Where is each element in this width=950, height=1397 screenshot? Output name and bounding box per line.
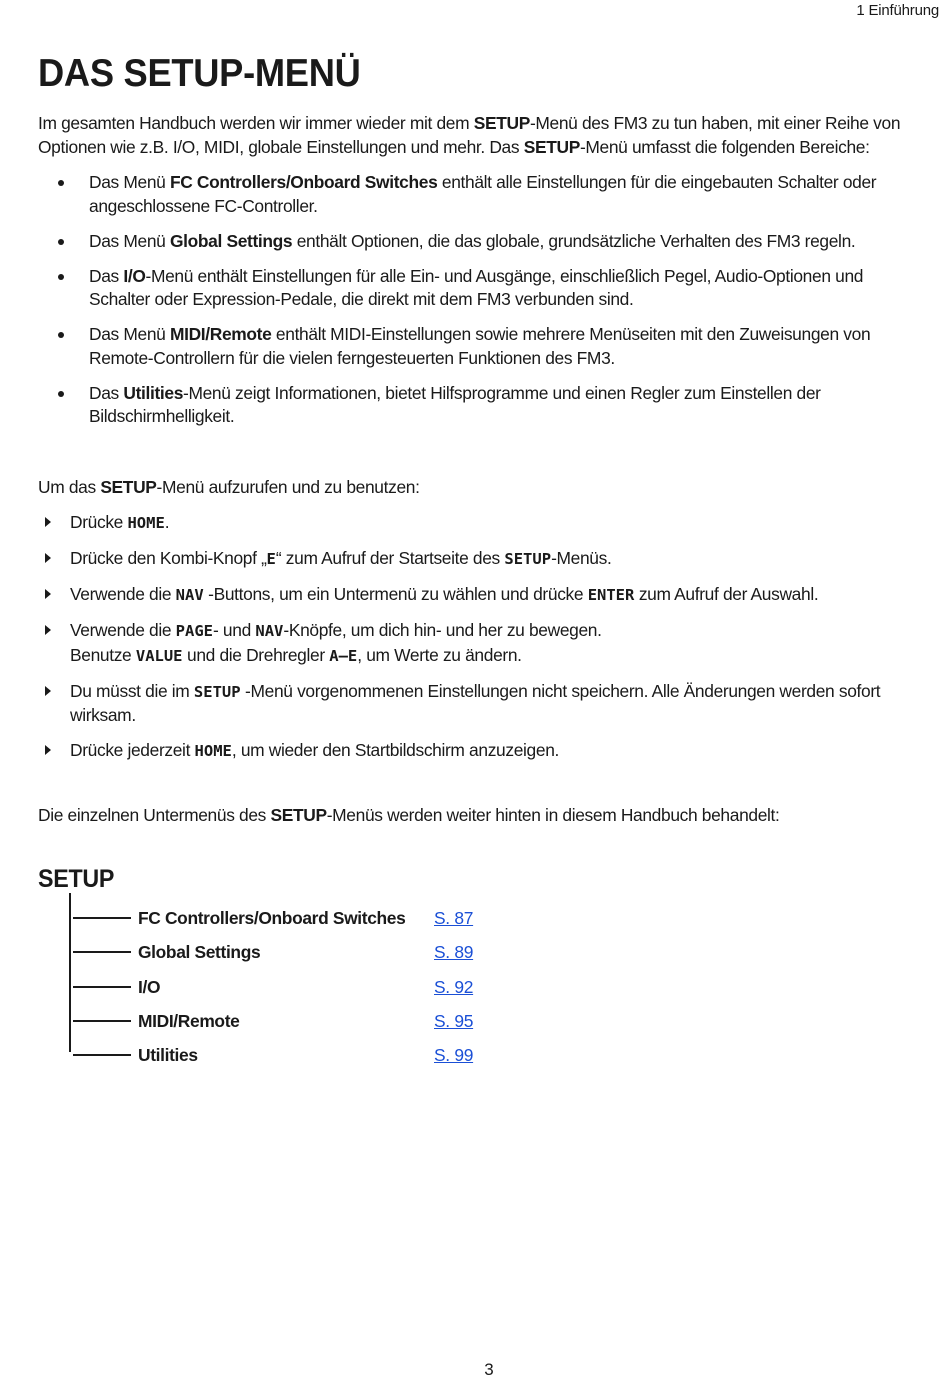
tree-item-label: I/O — [138, 977, 161, 997]
intro-keyword-setup-2: SETUP — [523, 136, 580, 157]
steps-list — [38, 511, 943, 775]
step-text: Verwende die — [70, 620, 176, 640]
button-keyword: SETUP — [504, 550, 552, 568]
outro-text: Die einzelnen Untermenüs des — [38, 805, 271, 825]
intro-text-1: Im gesamten Handbuch werden wir immer wieder mit dem — [38, 113, 474, 133]
bullet-text: -Menü zeigt Informationen, bietet Hilfsprogramme und einen Regler zum Einstellen der Bildschirmhelligkeit. — [89, 382, 821, 426]
tree-branch-line — [73, 951, 131, 953]
intro-text-3: -Menü umfasst die folgenden Bereiche: — [579, 136, 870, 157]
page-link[interactable]: S. 95 — [434, 1011, 474, 1031]
bullet-icon — [58, 391, 64, 397]
button-keyword: E — [266, 550, 276, 568]
button-keyword: HOME — [194, 742, 232, 760]
bullet-term: FC Controllers/Onboard Switches — [169, 172, 438, 192]
bullet-text: Das Menü — [89, 324, 170, 344]
triangle-right-icon — [45, 589, 51, 599]
triangle-right-icon — [45, 745, 51, 755]
bullet-text: enthält Optionen, die das globale, grundsätzliche Verhalten des FM3 regeln. — [292, 230, 856, 251]
bullet-term: Utilities — [123, 382, 184, 403]
step-text: -Menüs. — [551, 548, 612, 568]
tree-item — [71, 975, 491, 999]
list-item — [38, 230, 898, 254]
button-keyword: NAV — [255, 622, 284, 640]
outro-keyword: SETUP — [270, 805, 327, 825]
step-item — [38, 583, 943, 608]
tree-item-label: FC Controllers/Onboard Switches — [138, 908, 406, 928]
step-text: . — [164, 512, 170, 532]
bullet-term: I/O — [123, 265, 146, 286]
step-item — [38, 739, 943, 764]
button-keyword: VALUE — [135, 646, 183, 665]
step-line — [70, 619, 943, 644]
bullet-text: -Menü enthält Einstellungen für alle Ein- und Ausgänge, einschließlich Pegel, Audio-Optionen und Schalter oder Expression-Pedale, die direkt mit dem FM3 verbunden sind. — [89, 265, 864, 309]
triangle-right-icon — [45, 553, 51, 563]
bullet-icon — [58, 239, 64, 245]
bullet-text: enthält alle Einstellungen für die eingebauten Schalter oder angeschlossene FC-Controller. — [89, 172, 877, 216]
howto-text: -Menü aufzurufen und zu benutzen: — [156, 477, 420, 497]
step-item — [38, 547, 943, 572]
step-text: , um Werte zu ändern. — [357, 644, 522, 665]
step-item — [38, 680, 943, 728]
tree-item — [71, 906, 491, 930]
tree-item-label: Utilities — [138, 1045, 198, 1065]
bullet-term: MIDI/Remote — [169, 324, 272, 344]
step-text: -Knöpfe, um dich hin- und her zu bewegen. — [283, 620, 602, 640]
howto-keyword: SETUP — [100, 477, 157, 497]
bullet-text: Das — [89, 382, 124, 403]
step-text: Du müsst die im — [70, 680, 194, 701]
button-keyword: NAV — [175, 586, 204, 604]
intro-keyword-setup: SETUP — [473, 113, 530, 133]
list-item — [38, 382, 898, 429]
step-text: “ zum Aufruf der Startseite des — [275, 548, 505, 568]
page-number: 3 — [484, 1360, 494, 1379]
bullet-text: Das Menü — [89, 172, 170, 192]
bullet-icon — [58, 180, 64, 186]
page-link[interactable]: S. 92 — [434, 977, 474, 997]
tree-item — [71, 940, 491, 964]
step-text: , um wieder den Startbildschirm anzuzeigen. — [231, 740, 559, 760]
tree-item-label: MIDI/Remote — [138, 1011, 240, 1031]
bullet-icon — [58, 274, 64, 280]
tree-item — [71, 1043, 491, 1067]
triangle-right-icon — [45, 625, 51, 635]
tree-branch-line — [73, 986, 131, 988]
page-link[interactable]: S. 89 — [434, 942, 474, 962]
bullet-text: Das — [89, 265, 124, 286]
step-line — [70, 644, 943, 669]
button-keyword: SETUP — [193, 682, 241, 701]
bullet-text: enthält MIDI-Einstellungen sowie mehrere Menüseiten mit den Zuweisungen von Remote-Controllern für die vielen ferngesteuerten Funktionen des FM3. — [89, 324, 871, 368]
step-text: -Buttons, um ein Untermenü zu wählen und drücke — [203, 584, 588, 604]
bullet-icon — [58, 332, 64, 338]
tree-item — [71, 1009, 491, 1033]
outro-text: -Menüs werden weiter hinten in diesem Handbuch behandelt: — [326, 805, 780, 825]
step-text: Drücke — [70, 512, 128, 532]
chapter-header: 1 Einführung — [856, 2, 939, 19]
list-item — [38, 323, 898, 370]
tree-branch-line — [73, 1020, 131, 1022]
step-text: Benutze — [70, 644, 136, 665]
bullet-term: Global Settings — [169, 230, 293, 251]
step-text: und die Drehregler — [182, 644, 330, 665]
triangle-right-icon — [45, 686, 51, 696]
bullet-text: Das Menü — [89, 230, 170, 251]
step-text: - und — [213, 620, 256, 640]
intro-text-2: -Menü des FM3 zu tun haben, mit einer Reihe von Optionen wie z.B. I/O, MIDI, globale Einstellungen und mehr. Das — [38, 113, 901, 157]
triangle-right-icon — [45, 517, 51, 527]
step-item — [38, 619, 943, 668]
button-keyword: A–E — [329, 646, 358, 665]
step-text: Drücke jederzeit — [70, 740, 195, 760]
step-text: zum Aufruf der Auswahl. — [634, 584, 819, 604]
page-link[interactable]: S. 99 — [434, 1045, 474, 1065]
intro-paragraph — [38, 112, 948, 159]
page-link[interactable]: S. 87 — [434, 908, 474, 928]
button-keyword: PAGE — [175, 622, 213, 640]
tree-item-label: Global Settings — [138, 942, 261, 962]
list-item — [38, 265, 898, 312]
list-item — [38, 171, 898, 218]
button-keyword: ENTER — [587, 586, 635, 604]
step-item — [38, 511, 943, 536]
tree-branch-line — [73, 917, 131, 919]
tree-root-label: SETUP — [38, 865, 115, 893]
step-text: -Menü vorgenommenen Einstellungen nicht speichern. Alle Änderungen werden sofort wirksam. — [70, 680, 881, 725]
step-text: Drücke den Kombi-Knopf „ — [70, 548, 267, 568]
howto-lead — [38, 476, 420, 500]
outro-paragraph — [38, 804, 780, 828]
setup-areas-list — [38, 171, 898, 440]
button-keyword: HOME — [127, 514, 165, 532]
step-text: Verwende die — [70, 584, 176, 604]
page-title: DAS SETUP-MENÜ — [38, 52, 361, 95]
howto-text: Um das — [38, 477, 101, 497]
tree-branch-line — [73, 1054, 131, 1056]
